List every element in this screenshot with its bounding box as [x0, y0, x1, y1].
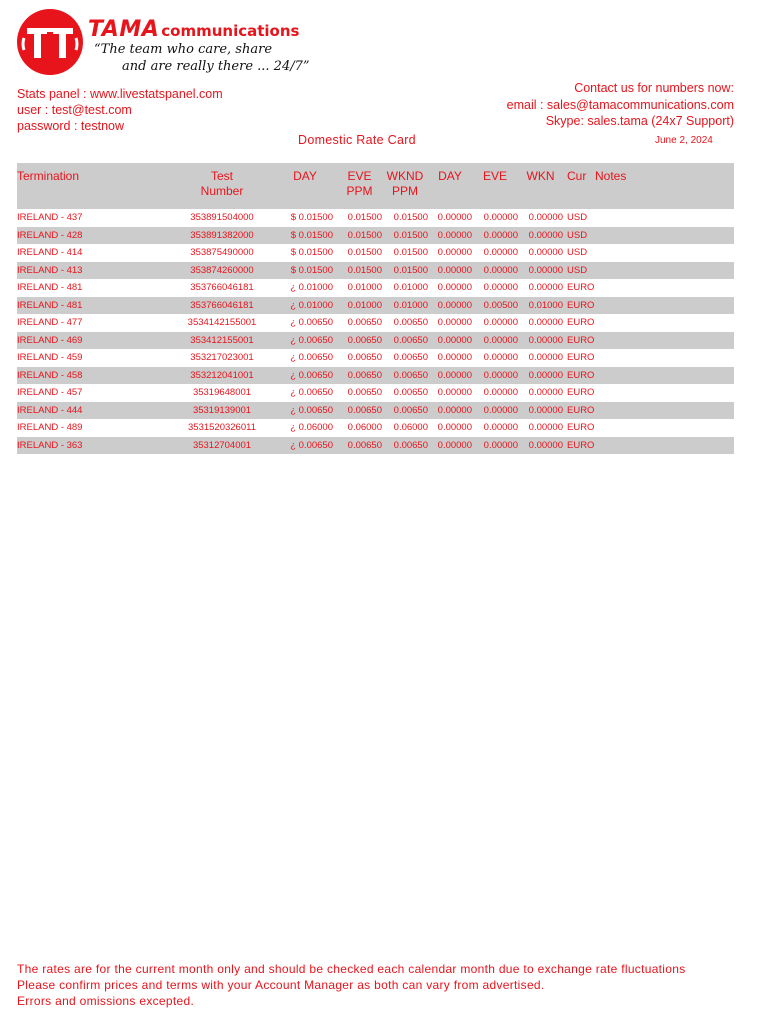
brand-suffix: communications — [161, 22, 300, 40]
cell-notes — [595, 384, 734, 402]
cell-wkn: 0.00000 — [528, 317, 563, 329]
brand-tagline — [94, 41, 310, 75]
table-row — [17, 419, 734, 437]
cell-eve-rate: 0.00650 — [337, 332, 382, 350]
cell-day-rate: $ 0.01500 — [277, 262, 337, 280]
col-day: DAY — [277, 163, 337, 209]
cell-currency: EURO — [567, 352, 595, 364]
cell-eve-rate: 0.00650 — [347, 387, 382, 399]
table-row — [17, 349, 734, 367]
cell-eve2: 0.00000 — [483, 422, 518, 434]
table-row — [17, 437, 734, 455]
cell-test-number: 353766046181 — [167, 297, 277, 315]
cell-eve2: 0.00000 — [483, 212, 518, 224]
footer-notes — [17, 961, 686, 1009]
cell-wkn: 0.00000 — [528, 387, 563, 399]
cell-eve-rate: 0.00650 — [347, 317, 382, 329]
cell-wkn: 0.00000 — [518, 402, 563, 420]
cell-termination: IRELAND - 481 — [17, 297, 167, 315]
cell-termination: IRELAND - 459 — [17, 352, 83, 364]
tagline-line2: and are really there ... 24/7” — [122, 59, 310, 74]
cell-notes — [595, 244, 734, 262]
cell-wknd-rate: 0.01500 — [382, 262, 428, 280]
cell-eve-rate: 0.01000 — [347, 282, 382, 294]
contact-heading: Contact us for numbers now: — [574, 81, 734, 95]
cell-test-number: 35319139001 — [167, 402, 277, 420]
cell-notes — [595, 332, 734, 350]
cell-wknd-rate: 0.01500 — [393, 247, 428, 259]
cell-wknd-rate: 0.06000 — [393, 422, 428, 434]
cell-termination: IRELAND - 469 — [17, 332, 167, 350]
table-row — [17, 227, 734, 245]
cell-currency: EURO — [563, 297, 595, 315]
cell-notes — [595, 262, 734, 280]
cell-test-number: 353212041001 — [167, 367, 277, 385]
cell-termination: IRELAND - 414 — [17, 247, 83, 259]
cell-currency: EURO — [567, 422, 595, 434]
cell-day2: 0.00000 — [437, 422, 472, 434]
password-line: password : testnow — [17, 119, 124, 133]
cell-termination: IRELAND - 363 — [17, 437, 167, 455]
cell-day-rate: ¿ 0.00650 — [277, 402, 337, 420]
cell-eve2: 0.00000 — [472, 402, 518, 420]
cell-termination: IRELAND - 437 — [17, 212, 83, 224]
cell-currency: EURO — [563, 402, 595, 420]
cell-eve-rate: 0.06000 — [347, 422, 382, 434]
cell-eve2: 0.00000 — [483, 247, 518, 259]
cell-notes — [595, 209, 734, 227]
footer-line-2: Please confirm prices and terms with your Account Manager as both can vary from advertised. — [17, 978, 545, 992]
cell-day-rate: ¿ 0.01000 — [290, 282, 333, 294]
footer-line-1: The rates are for the current month only and should be checked each calendar month due to exchange rate fluctuations — [17, 962, 686, 976]
cell-currency: EURO — [563, 367, 595, 385]
table-row — [17, 402, 734, 420]
cell-day2: 0.00000 — [428, 297, 472, 315]
cell-termination: IRELAND - 444 — [17, 402, 167, 420]
cell-notes — [595, 349, 734, 367]
cell-currency: USD — [563, 227, 595, 245]
cell-notes — [595, 419, 734, 437]
cell-termination: IRELAND - 477 — [17, 317, 83, 329]
tagline-line1: “The team who care, share — [94, 42, 273, 57]
cell-test-number: 35312704001 — [167, 437, 277, 455]
tama-logo-icon — [16, 8, 84, 76]
cell-eve2: 0.00000 — [483, 282, 518, 294]
cell-wknd-rate: 0.01000 — [382, 297, 428, 315]
contact-skype[interactable]: Skype: sales.tama (24x7 Support) — [545, 114, 734, 128]
cell-eve-rate: 0.00650 — [347, 352, 382, 364]
col-termination: Termination — [17, 163, 167, 209]
cell-wkn: 0.00000 — [528, 212, 563, 224]
cell-eve-rate: 0.00650 — [337, 402, 382, 420]
footer-line-3: Errors and omissions excepted. — [17, 994, 195, 1008]
cell-eve2: 0.00000 — [472, 262, 518, 280]
cell-eve2: 0.00000 — [483, 317, 518, 329]
cell-wkn: 0.00000 — [518, 262, 563, 280]
cell-day-rate: ¿ 0.00650 — [290, 317, 333, 329]
cell-day-rate: ¿ 0.00650 — [290, 387, 333, 399]
cell-day2: 0.00000 — [428, 332, 472, 350]
cell-day-rate: ¿ 0.00650 — [277, 437, 337, 455]
cell-wknd-rate: 0.01500 — [393, 212, 428, 224]
cell-day2: 0.00000 — [428, 367, 472, 385]
cell-notes — [595, 279, 734, 297]
cell-day2: 0.00000 — [437, 212, 472, 224]
cell-eve-rate: 0.01500 — [347, 212, 382, 224]
cell-day-rate: $ 0.01500 — [290, 247, 333, 259]
cell-termination: IRELAND - 458 — [17, 367, 167, 385]
rate-table — [17, 163, 734, 454]
table-header-row — [17, 163, 734, 209]
table-row — [17, 279, 734, 297]
col-notes: Notes — [595, 163, 734, 209]
company-logo — [16, 8, 316, 78]
cell-wkn: 0.00000 — [528, 422, 563, 434]
cell-eve-rate: 0.01500 — [337, 262, 382, 280]
cell-test-number: 353217023001 — [190, 352, 254, 364]
cell-wknd-rate: 0.00650 — [382, 367, 428, 385]
cell-day2: 0.00000 — [437, 317, 472, 329]
cell-test-number: 353412155001 — [167, 332, 277, 350]
cell-test-number: 353875490000 — [190, 247, 254, 259]
cell-wkn: 0.00000 — [518, 367, 563, 385]
cell-eve2: 0.00000 — [483, 352, 518, 364]
cell-wknd-rate: 0.01500 — [382, 227, 428, 245]
cell-eve-rate: 0.00650 — [337, 437, 382, 455]
cell-wkn: 0.00000 — [518, 332, 563, 350]
cell-currency: USD — [567, 247, 588, 259]
table-row — [17, 384, 734, 402]
page-title: Domestic Rate Card — [298, 133, 416, 147]
cell-eve2: 0.00000 — [472, 227, 518, 245]
cell-test-number: 3534142155001 — [187, 317, 257, 329]
cell-eve2: 0.00000 — [472, 332, 518, 350]
cell-day2: 0.00000 — [428, 402, 472, 420]
cell-notes — [595, 314, 734, 332]
cell-notes — [595, 437, 734, 455]
cell-termination: IRELAND - 457 — [17, 387, 83, 399]
table-row — [17, 297, 734, 315]
table-row — [17, 262, 734, 280]
cell-test-number: 3531520326011 — [188, 422, 256, 434]
cell-day2: 0.00000 — [428, 227, 472, 245]
cell-day-rate: ¿ 0.01000 — [277, 297, 337, 315]
table-row — [17, 244, 734, 262]
cell-wkn: 0.01000 — [518, 297, 563, 315]
contact-email[interactable]: email : sales@tamacommunications.com — [506, 97, 734, 112]
cell-day-rate: ¿ 0.00650 — [277, 332, 337, 350]
cell-day2: 0.00000 — [437, 282, 472, 294]
cell-day-rate: $ 0.01500 — [277, 227, 337, 245]
cell-wknd-rate: 0.00650 — [393, 317, 428, 329]
col-day2: DAY — [428, 163, 472, 209]
cell-day2: 0.00000 — [428, 262, 472, 280]
cell-wkn: 0.00000 — [528, 282, 563, 294]
cell-wkn: 0.00000 — [528, 247, 563, 259]
cell-wkn: 0.00000 — [518, 437, 563, 455]
cell-wknd-rate: 0.00650 — [393, 387, 428, 399]
cell-wknd-rate: 0.00650 — [393, 352, 428, 364]
cell-test-number: 353891504000 — [190, 212, 254, 224]
cell-termination: IRELAND - 428 — [17, 227, 167, 245]
user-line: user : test@test.com — [17, 103, 132, 117]
cell-currency: EURO — [563, 332, 595, 350]
table-row — [17, 314, 734, 332]
cell-wknd-rate: 0.00650 — [382, 437, 428, 455]
col-eve2: EVE — [472, 163, 518, 209]
cell-day2: 0.00000 — [437, 352, 472, 364]
cell-day-rate: ¿ 0.06000 — [290, 422, 333, 434]
col-test-number: Test Number — [167, 163, 277, 209]
cell-day-rate: ¿ 0.00650 — [290, 352, 333, 364]
cell-test-number: 353891382000 — [167, 227, 277, 245]
cell-termination: IRELAND - 489 — [17, 422, 83, 434]
account-info — [17, 86, 223, 134]
cell-currency: EURO — [563, 437, 595, 455]
cell-eve2: 0.00500 — [472, 297, 518, 315]
cell-day2: 0.00000 — [437, 247, 472, 259]
cell-wknd-rate: 0.01000 — [393, 282, 428, 294]
cell-day2: 0.00000 — [437, 387, 472, 399]
cell-eve-rate: 0.00650 — [337, 367, 382, 385]
cell-eve-rate: 0.01500 — [337, 227, 382, 245]
cell-notes — [595, 227, 734, 245]
cell-eve2: 0.00000 — [472, 437, 518, 455]
cell-currency: EURO — [567, 317, 595, 329]
brand-title: TAMA — [88, 17, 160, 42]
cell-day-rate: $ 0.01500 — [290, 212, 333, 224]
cell-currency: USD — [563, 262, 595, 280]
cell-notes — [595, 367, 734, 385]
cell-day-rate: ¿ 0.00650 — [277, 367, 337, 385]
stats-panel-link[interactable]: Stats panel : www.livestatspanel.com — [17, 87, 223, 101]
cell-termination: IRELAND - 413 — [17, 262, 167, 280]
cell-day2: 0.00000 — [428, 437, 472, 455]
col-eve-ppm: EVE PPM — [337, 163, 382, 209]
col-wkn: WKN — [518, 163, 563, 209]
table-row — [17, 332, 734, 350]
cell-eve-rate: 0.01000 — [337, 297, 382, 315]
cell-notes — [595, 402, 734, 420]
cell-notes — [595, 297, 734, 315]
cell-currency: USD — [567, 212, 588, 224]
cell-wkn: 0.00000 — [528, 352, 563, 364]
cell-wknd-rate: 0.00650 — [382, 402, 428, 420]
cell-test-number: 35319648001 — [192, 387, 252, 399]
cell-termination: IRELAND - 481 — [17, 282, 83, 294]
cell-eve2: 0.00000 — [483, 387, 518, 399]
brand-name — [88, 17, 299, 42]
cell-eve-rate: 0.01500 — [347, 247, 382, 259]
table-row — [17, 209, 734, 227]
contact-info — [507, 80, 734, 130]
cell-test-number: 353766046181 — [190, 282, 254, 294]
cell-currency: EURO — [567, 387, 595, 399]
cell-test-number: 353874260000 — [167, 262, 277, 280]
col-currency: Cur — [563, 163, 595, 209]
cell-wkn: 0.00000 — [518, 227, 563, 245]
cell-wknd-rate: 0.00650 — [382, 332, 428, 350]
col-wknd-ppm: WKND PPM — [382, 163, 428, 209]
card-date: June 2, 2024 — [655, 135, 713, 146]
table-row — [17, 367, 734, 385]
cell-currency: EURO — [567, 282, 595, 294]
cell-eve2: 0.00000 — [472, 367, 518, 385]
